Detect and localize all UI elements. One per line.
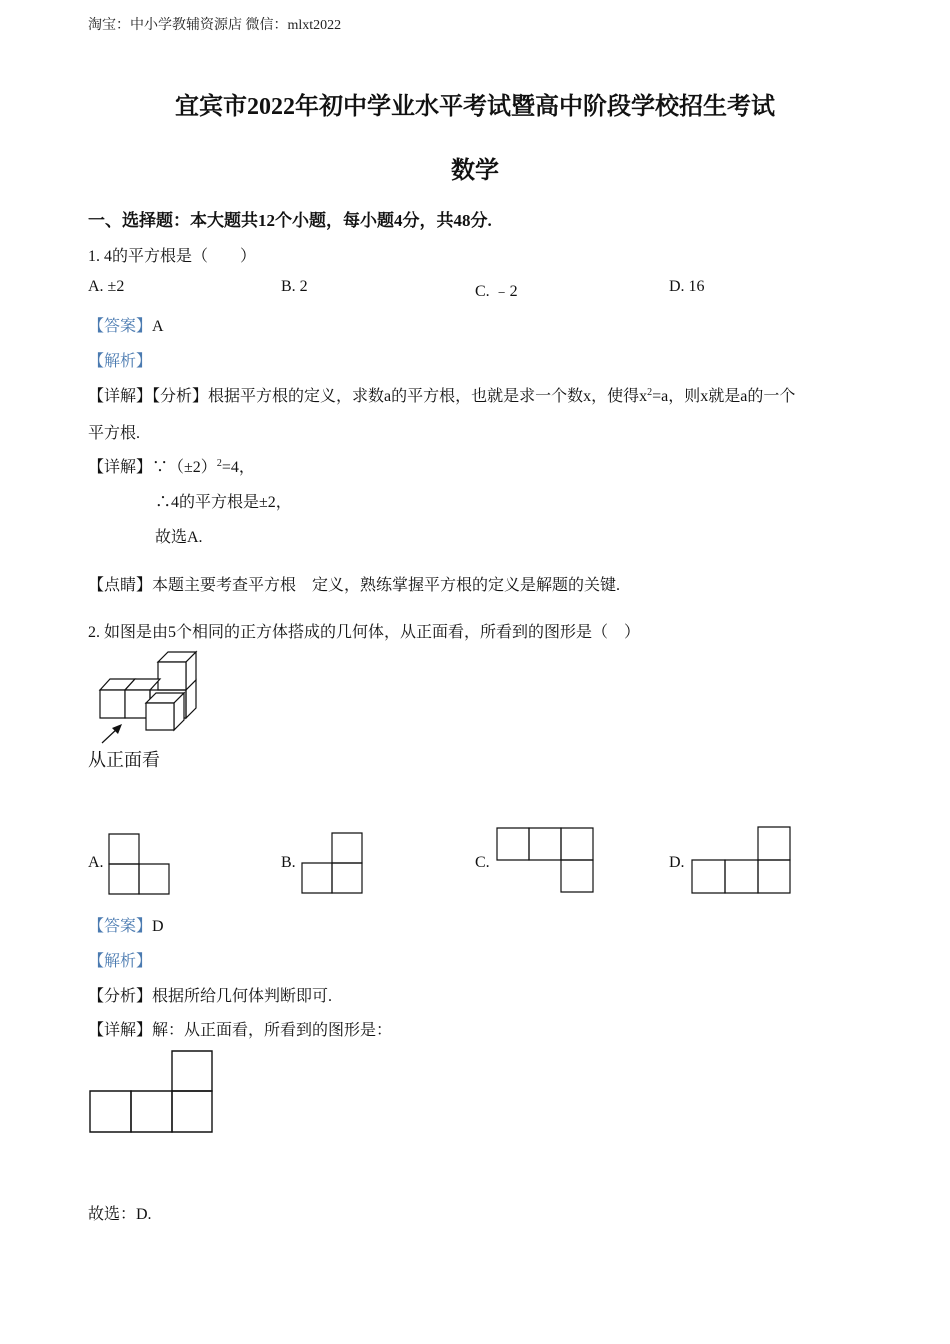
q1-option-d: D. 16 bbox=[669, 278, 705, 295]
q2-option-d-figure bbox=[690, 825, 794, 895]
q1-step-1 bbox=[88, 454, 255, 477]
q2-solution-figure bbox=[88, 1048, 216, 1136]
subject-title: 数学 bbox=[451, 158, 499, 184]
cube-figure bbox=[88, 648, 208, 748]
q2-conclusion: 故选：D. bbox=[88, 1206, 152, 1223]
step1-b: =4， bbox=[221, 459, 255, 476]
step1-a: ∵（±2） bbox=[152, 459, 217, 476]
q2-answer: D bbox=[152, 918, 164, 935]
q2-option-a-figure bbox=[107, 832, 171, 896]
q2-option-c-label: C. bbox=[475, 854, 490, 871]
page-header: 淘宝：中小学教辅资源店 微信：mlxt2022 bbox=[88, 18, 342, 33]
q2-option-a-label: A. bbox=[88, 854, 104, 871]
answer-tag: 【答案】 bbox=[88, 918, 153, 935]
q2-option-c-figure bbox=[495, 826, 597, 896]
q2-detail: 解：从正面看，所看到的图形是： bbox=[152, 1022, 393, 1039]
q1-option-a: A. ±2 bbox=[88, 278, 125, 295]
q2-analysis: 【分析】根据所给几何体判断即可. bbox=[88, 988, 333, 1005]
q1-analysis-tag: 【解析】 bbox=[88, 353, 153, 370]
section-heading: 一、选择题：本大题共12个小题，每小题4分，共48分. bbox=[88, 211, 492, 230]
q2-option-b-label: B. bbox=[281, 854, 296, 871]
analysis-part-2: =a，则x就是a的一个 bbox=[652, 388, 796, 405]
detail-tag: 【详解】 bbox=[88, 459, 153, 476]
q1-answer: A bbox=[152, 318, 164, 335]
q2-stem: 2. 如图是由5个相同的正方体搭成的几何体，从正面看，所看到的图形是（ ） bbox=[88, 624, 641, 641]
answer-tag: 【答案】 bbox=[88, 318, 153, 335]
q2-option-d-label: D. bbox=[669, 854, 685, 871]
q1-option-b: B. 2 bbox=[281, 278, 308, 295]
q1-analysis-cont: 平方根. bbox=[88, 425, 141, 442]
q2-answer-line bbox=[88, 913, 164, 936]
q1-step-3: 故选A. bbox=[155, 529, 203, 546]
detail-tag: 【详解】 bbox=[88, 388, 153, 405]
q1-comment: 【点睛】本题主要考查平方根 定义，熟练掌握平方根的定义是解题的关键. bbox=[88, 577, 621, 594]
exam-title: 宜宾市2022年初中学业水平考试暨高中阶段学校招生考试 bbox=[175, 94, 775, 120]
q1-step-2: ∴4的平方根是±2， bbox=[155, 494, 292, 511]
step1-superscript: 2 bbox=[216, 458, 222, 469]
detail-tag: 【详解】 bbox=[88, 1022, 153, 1039]
analysis-superscript: 2 bbox=[647, 387, 653, 398]
q2-detail-line bbox=[88, 1017, 392, 1040]
q1-stem: 1. 4的平方根是（ ） bbox=[88, 248, 257, 265]
q1-answer-line bbox=[88, 313, 164, 336]
q1-analysis-text bbox=[88, 383, 795, 406]
q2-analysis-tag: 【解析】 bbox=[88, 953, 153, 970]
view-direction-label: 从正面看 bbox=[88, 750, 160, 770]
analysis-part-1: 【分析】根据平方根的定义，求数a的平方根，也就是求一个数x，使得x bbox=[152, 388, 648, 405]
q1-option-c: C. ﹣2 bbox=[475, 283, 518, 300]
q2-option-b-figure bbox=[300, 831, 366, 895]
